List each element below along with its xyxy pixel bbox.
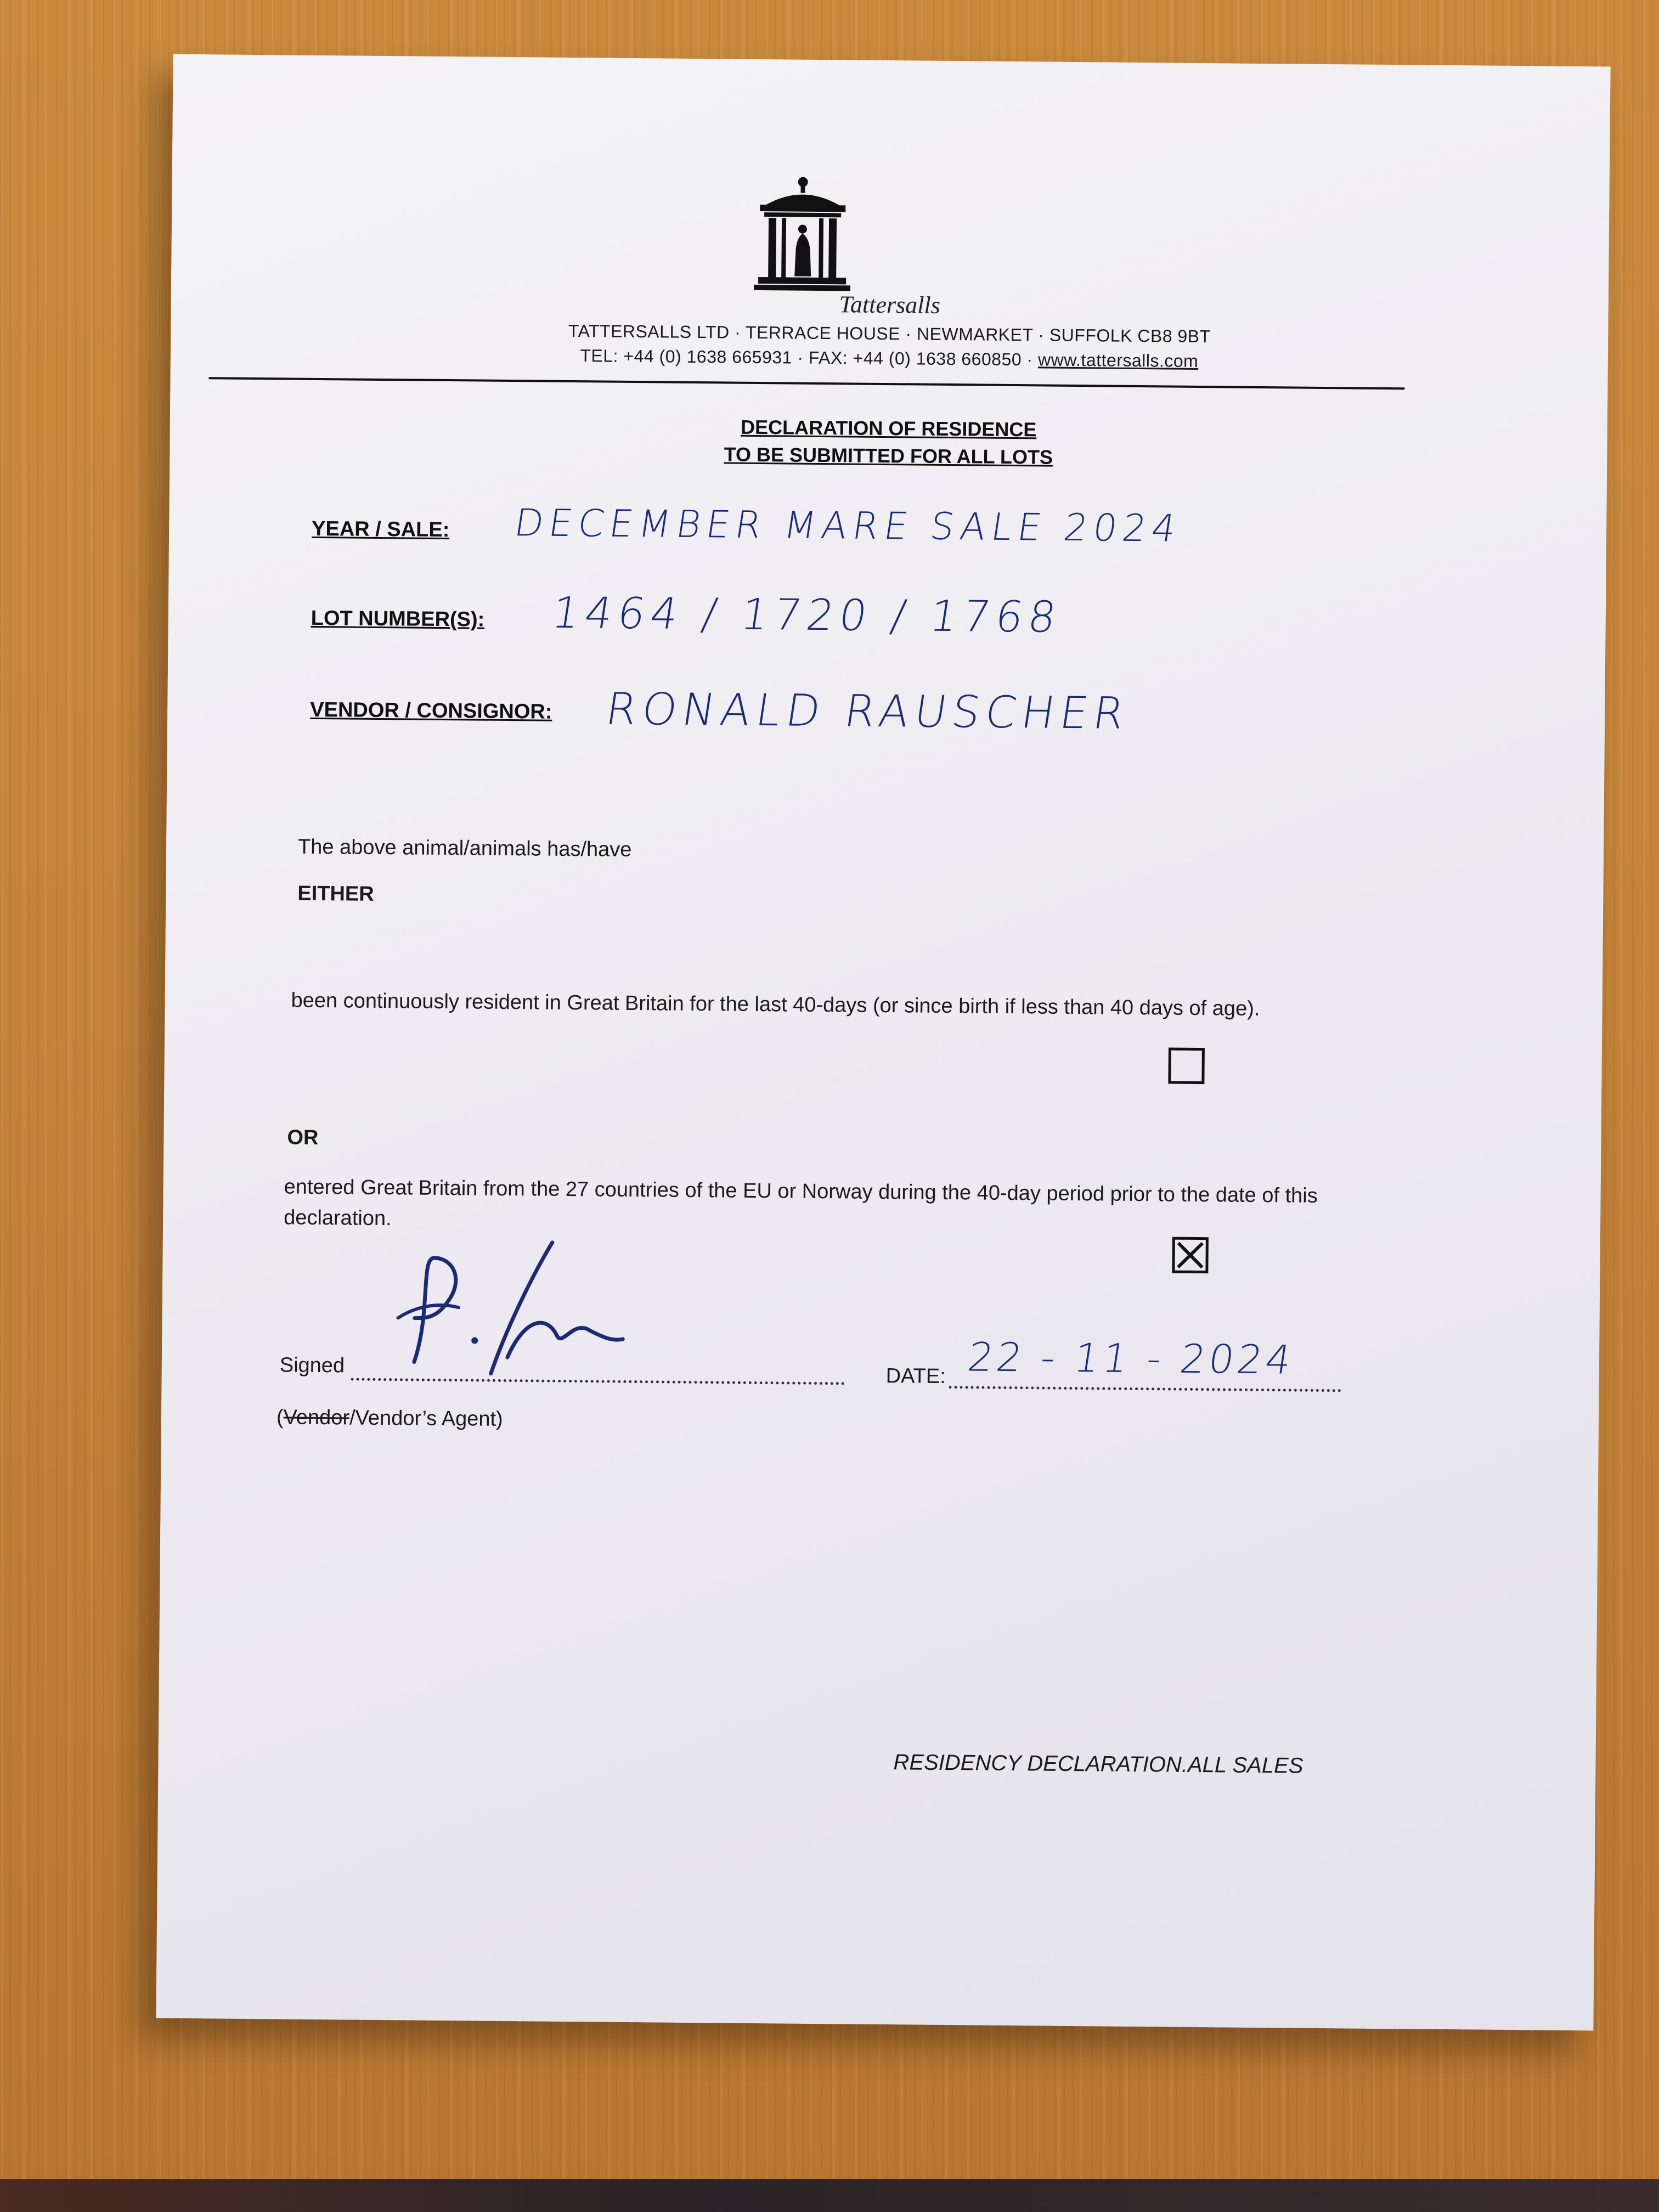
contact-numbers: TEL: +44 (0) 1638 665931 · FAX: +44 (0) 1638 660850 · (580, 346, 1039, 370)
date-label: DATE: (885, 1364, 946, 1389)
form-code: RESIDENCY DECLARATION.ALL SALES (893, 1750, 1304, 1778)
date-line (949, 1386, 1341, 1392)
date-value[interactable]: 22 - 11 - 2024 (964, 1334, 1298, 1383)
handwritten-signature[interactable] (381, 1235, 646, 1402)
company-address: TATTERSALLS LTD · TERRACE HOUSE · NEWMARKET · SUFFOLK CB8 9BT (568, 320, 1211, 347)
header-divider (209, 377, 1405, 390)
option-one-text: been continuously resident in Great Britain for the last 40-days (or since birth if less than 40 days of age). (291, 989, 1260, 1020)
signer-role: (Vendor/Vendor’s Agent) (276, 1406, 503, 1431)
checkmark-x-icon (1175, 1240, 1205, 1271)
option-two-checkbox[interactable] (1172, 1237, 1209, 1274)
form-subtitle: TO BE SUBMITTED FOR ALL LOTS (724, 443, 1053, 469)
struck-vendor-text: Vendor (283, 1406, 350, 1430)
option-one-checkbox[interactable] (1168, 1048, 1205, 1085)
vendor-value[interactable]: RONALD RAUSCHER (602, 683, 1133, 739)
signed-label: Signed (279, 1353, 345, 1378)
or-heading: OR (287, 1126, 319, 1150)
tattersalls-logo-icon (747, 172, 858, 310)
floor-strip (0, 2179, 1659, 2212)
website-link[interactable]: www.tattersalls.com (1037, 349, 1199, 371)
lot-number-label: LOT NUMBER(S): (311, 606, 485, 631)
declaration-intro: The above animal/animals has/have (297, 835, 632, 861)
vendor-label: VENDOR / CONSIGNOR: (310, 698, 552, 724)
declaration-form (156, 54, 1610, 2031)
year-sale-label: YEAR / SALE: (311, 517, 450, 542)
form-title: DECLARATION OF RESIDENCE (740, 415, 1037, 441)
option-two-text: entered Great Britain from the 27 countries of the EU or Norway during the 40-day period prior to the date of this declaration. (283, 1175, 1318, 1231)
year-sale-value[interactable]: DECEMBER MARE SALE 2024 (511, 501, 1184, 551)
company-name: Tattersalls (839, 291, 941, 319)
either-heading: EITHER (297, 882, 374, 906)
lot-number-value[interactable]: 1464 / 1720 / 1768 (549, 588, 1065, 642)
